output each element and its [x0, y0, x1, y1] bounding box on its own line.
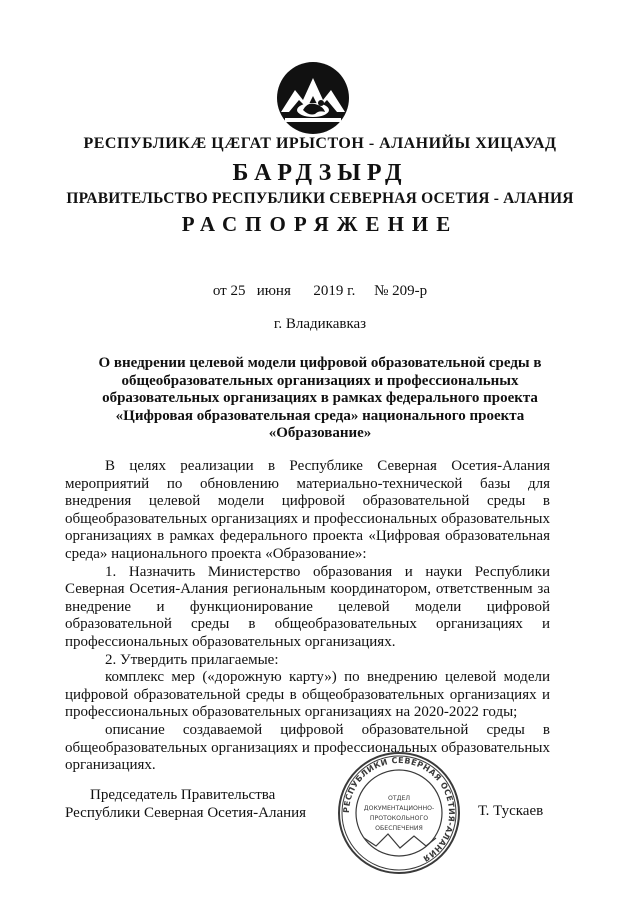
position-line-1: Председатель Правительства — [90, 787, 276, 803]
paragraph: 2. Утвердить прилагаемые: — [105, 651, 279, 668]
signatory-position — [65, 786, 306, 822]
paragraph: комплекс мер («дорожную карту») по внедрению целевой модели цифровой образовательной среды в общеобразовательных организациях и профессиональных образовательных организациях на 2020-2022 годы; — [65, 669, 550, 721]
paragraph: описание создаваемой цифровой образовательной среды в общеобразовательных организациях и профессиональных образовательных организациях. — [65, 721, 550, 774]
document-title: О внедрении целевой модели цифровой образовательной среды в общеобразовательных организациях и профессиональных образовательных организациях в рамках федерального проекта «Цифровая образовательная среда» национального проекта «Образование» — [98, 355, 542, 441]
paragraph: В целях реализации в Республике Северная Осетия-Алания мероприятий по обновлению материально-технической базы для внедрения целевой модели цифровой образовательной среды в общеобразовательных организациях и профессиональных образовательных организациях в рамках федерального проекта «Цифровая образовательная среда» национального проекта «Образование»: — [65, 458, 550, 562]
ossetian-order-heading: БАРДЗЫРД — [232, 160, 408, 186]
city: г. Владикавказ — [273, 316, 367, 332]
document-number: № 209-р — [374, 283, 428, 299]
stamp-line-1: ОТДЕЛ — [387, 795, 411, 802]
government-heading: ПРАВИТЕЛЬСТВО РЕСПУБЛИКИ СЕВЕРНАЯ ОСЕТИЯ - АЛАНИЯ — [66, 190, 574, 207]
date-month: июня — [256, 283, 291, 299]
order-heading: РАСПОРЯЖЕНИЕ — [181, 212, 459, 236]
document-body — [65, 458, 550, 775]
coat-of-arms-icon — [275, 60, 351, 136]
date-day: от 25 — [212, 283, 246, 299]
stamp-line-4: ОБЕСПЕЧЕНИЯ — [375, 825, 423, 832]
date-year: 2019 г. — [313, 283, 356, 299]
stamp-line-2: ДОКУМЕНТАЦИОННО- — [363, 805, 435, 812]
position-line-2: Республики Северная Осетия-Алания — [65, 805, 307, 821]
stamp-ring-text: РЕСПУБЛИКИ СЕВЕРНАЯ ОСЕТИЯ-АЛАНИЯ — [341, 755, 457, 864]
official-stamp-icon — [336, 750, 462, 876]
ossetian-republic-heading: РЕСПУБЛИКӔ ЦӔГАТ ИРЫСТОН - АЛАНИЙЫ ХИЦАУАД — [83, 135, 557, 152]
signatory-name: Т. Тускаев — [478, 803, 544, 819]
date-line — [0, 283, 640, 300]
stamp-line-3: ПРОТОКОЛЬНОГО — [369, 815, 429, 822]
paragraph: 1. Назначить Министерство образования и науки Республики Северная Осетия-Алания региональным координатором, ответственным за внедрение и функционирование целевой модели цифровой образовательной среды в общеобразовательных организациях и профессиональных образовательных организациях. — [65, 563, 550, 650]
